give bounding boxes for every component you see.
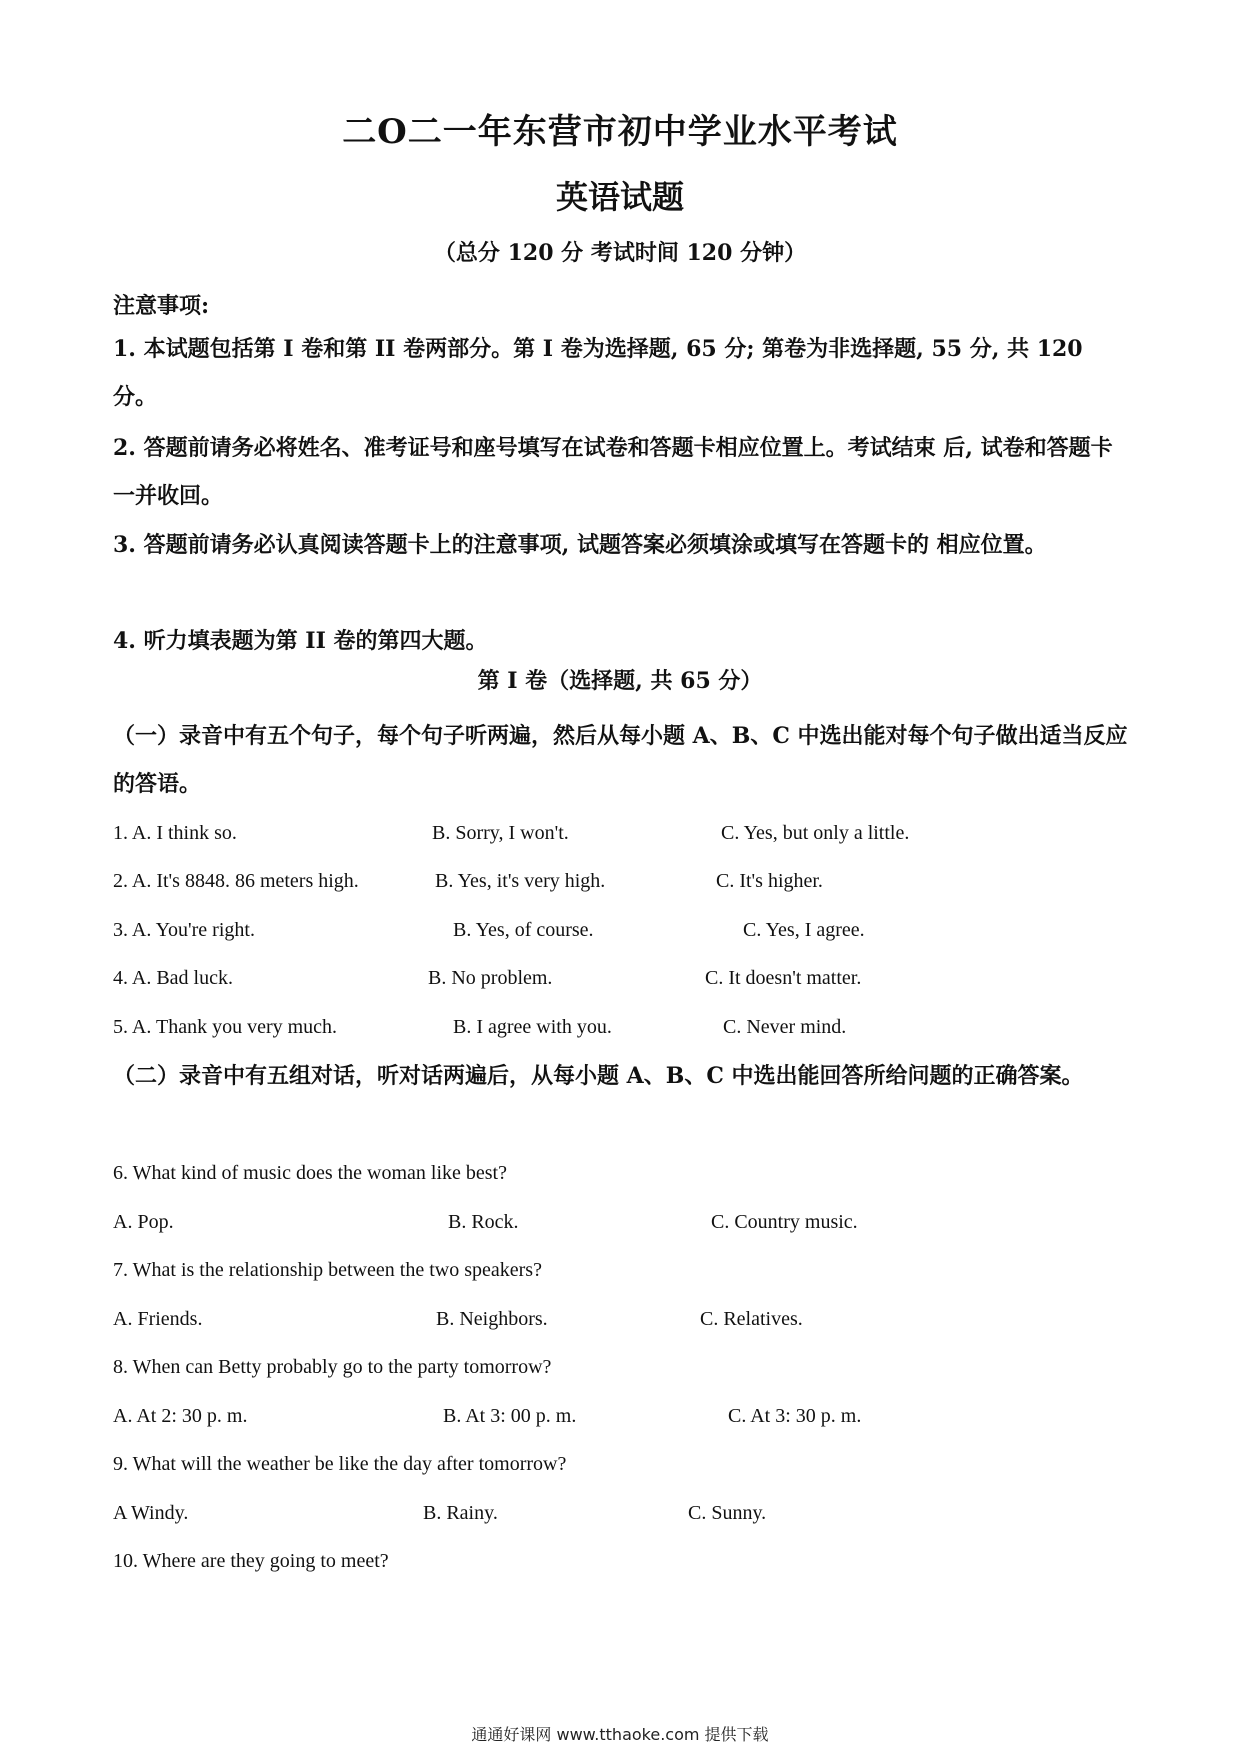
- option-c: C. Yes, but only a little.: [721, 822, 910, 844]
- option-c: C. Country music.: [711, 1211, 858, 1233]
- answer-row-8: [113, 1405, 1133, 1435]
- question-row-4: [113, 967, 1133, 997]
- question-9: 9. What will the weather be like the day after tomorrow?: [113, 1453, 567, 1475]
- question-7: 7. What is the relationship between the two speakers?: [113, 1259, 542, 1281]
- option-b: B. Yes, of course.: [453, 919, 594, 941]
- answer-row-7: [113, 1308, 1133, 1338]
- option-b: B. Rock.: [448, 1211, 519, 1233]
- option-a: A. Friends.: [113, 1308, 203, 1330]
- option-c: C. Never mind.: [723, 1016, 847, 1038]
- option-b: B. Yes, it's very high.: [435, 870, 606, 892]
- question-row-3: [113, 919, 1133, 949]
- part1-instructions: （一）录音中有五个句子，每个句子听两遍，然后从每小题 A、B、C 中选出能对每个句子做出适当反应的答语。: [113, 723, 1128, 797]
- footer-watermark: 通通好课网 www.tthaoke.com 提供下载: [471, 1725, 769, 1744]
- answer-row-9: [113, 1502, 1133, 1532]
- option-c: C. At 3: 30 p. m.: [728, 1405, 862, 1427]
- option-b: B. At 3: 00 p. m.: [443, 1405, 577, 1427]
- notice-item-1: 1. 本试题包括第 I 卷和第 II 卷两部分。第 I 卷为选择题, 65 分; 第卷为非选择题, 55 分, 共 120 分。: [113, 336, 1083, 410]
- option-c: C. Sunny.: [688, 1502, 767, 1524]
- option-a: 1. A. I think so.: [113, 822, 237, 844]
- part2-instructions: （二）录音中有五组对话，听对话两遍后，从每小题 A、B、C 中选出能回答所给问题的正确答案。: [113, 1063, 1084, 1089]
- page-subtitle: 英语试题: [555, 178, 684, 216]
- question-10: 10. Where are they going to meet?: [113, 1550, 389, 1572]
- notice-item-3: 3. 答题前请务必认真阅读答题卡上的注意事项, 试题答案必须填涂或填写在答题卡的 相应位置。: [113, 532, 1047, 558]
- notice-item-2: 2. 答题前请务必将姓名、准考证号和座号填写在试卷和答题卡相应位置上。考试结束 后, 试卷和答题卡一并收回。: [113, 435, 1113, 509]
- option-a: 4. A. Bad luck.: [113, 967, 233, 989]
- question-6: 6. What kind of music does the woman like best?: [113, 1162, 507, 1184]
- option-a: 3. A. You're right.: [113, 919, 255, 941]
- option-a: 2. A. It's 8848. 86 meters high.: [113, 870, 359, 892]
- option-c: C. Yes, I agree.: [743, 919, 865, 941]
- option-a: 5. A. Thank you very much.: [113, 1016, 338, 1038]
- option-a: A. Pop.: [113, 1211, 174, 1233]
- score-info: （总分 120 分 考试时间 120 分钟）: [433, 240, 807, 266]
- option-a: A Windy.: [113, 1502, 189, 1524]
- option-c: C. Relatives.: [700, 1308, 803, 1330]
- question-row-1: [113, 822, 1133, 852]
- option-c: C. It doesn't matter.: [705, 967, 862, 989]
- page-title: 二O二一年东营市初中学业水平考试: [342, 112, 898, 152]
- question-8: 8. When can Betty probably go to the party tomorrow?: [113, 1356, 552, 1378]
- question-row-5: [113, 1016, 1133, 1046]
- option-b: B. Sorry, I won't.: [432, 822, 569, 844]
- option-b: B. I agree with you.: [453, 1016, 612, 1038]
- option-b: B. Neighbors.: [436, 1308, 548, 1330]
- option-c: C. It's higher.: [716, 870, 823, 892]
- answer-row-6: [113, 1211, 1133, 1241]
- notice-heading: 注意事项:: [113, 293, 210, 319]
- option-a: A. At 2: 30 p. m.: [113, 1405, 248, 1427]
- question-row-2: [113, 870, 1133, 900]
- option-b: B. Rainy.: [423, 1502, 498, 1524]
- option-b: B. No problem.: [428, 967, 553, 989]
- section-title: 第 I 卷（选择题, 共 65 分）: [477, 668, 763, 694]
- notice-item-4: 4. 听力填表题为第 II 卷的第四大题。: [113, 628, 488, 654]
